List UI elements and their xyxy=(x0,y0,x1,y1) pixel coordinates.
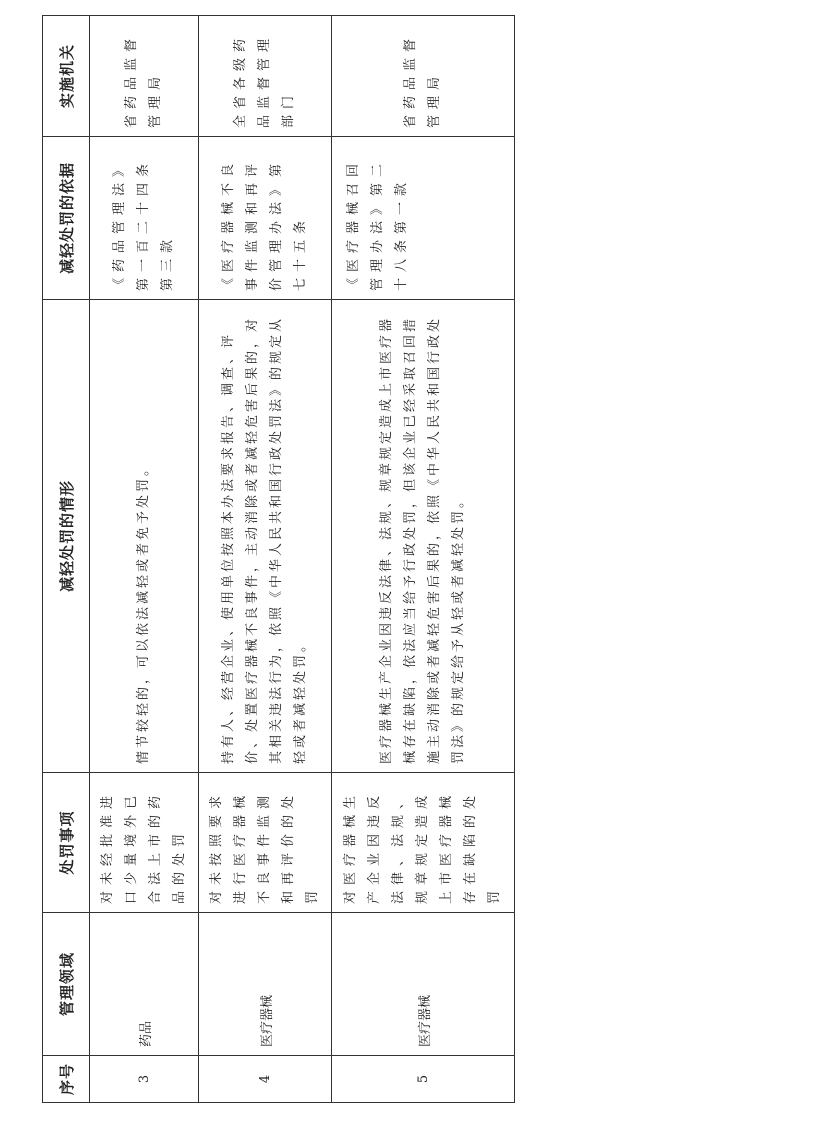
cell-situation-text: 持有人、经营企业、使用单位按照本办法要求报告、调查、评价、处置医疗器械不良事件，主动消除或者减轻危害后果的，对其相关违法行为，依照《中华人民共和国行政处罚法》的规定从轻或者减轻处罚。 xyxy=(221,315,308,764)
cell-situation xyxy=(332,300,515,773)
cell-agency xyxy=(90,16,199,137)
table-row xyxy=(90,16,199,1103)
table-row xyxy=(332,16,515,1103)
table-row xyxy=(199,16,332,1103)
penalty-reduction-table xyxy=(42,15,515,1103)
cell-basis-text: 《药品管理法》第一百二十四条第三款 xyxy=(112,157,175,291)
cell-item xyxy=(332,773,515,913)
cell-item-text: 对未按照要求进行医疗器械不良事件监测和再评价的处罚 xyxy=(209,789,320,904)
cell-agency-text: 省药品监督管理局 xyxy=(124,32,163,128)
cell-basis xyxy=(332,137,515,300)
table-header-row xyxy=(43,16,90,1103)
cell-agency-text: 省药品监督管理局 xyxy=(403,32,442,128)
cell-no: 4 xyxy=(199,1056,332,1103)
cell-no: 5 xyxy=(332,1056,515,1103)
cell-situation xyxy=(90,300,199,773)
cell-basis-text: 《医疗器械不良事件监测和再评价管理办法》第七十五条 xyxy=(221,157,308,291)
cell-basis-text: 《医疗器械召回管理办法》第二十八条第一款 xyxy=(346,157,409,291)
header-item: 处罚事项 xyxy=(43,773,90,913)
header-basis: 减轻处罚的依据 xyxy=(43,137,90,300)
rotated-table-page xyxy=(42,16,502,1103)
cell-basis xyxy=(199,137,332,300)
header-agency: 实施机关 xyxy=(43,16,90,137)
cell-item-text: 对医疗器械生产企业因违反法律、法规、规章规定造成上市医疗器械存在缺陷的处罚 xyxy=(343,789,502,904)
cell-situation-text: 情节较轻的，可以依法减轻或者免予处罚。 xyxy=(136,459,151,764)
cell-situation-text: 医疗器械生产企业因违反法律、法规、规章规定造成上市医疗器械存在缺陷，依法应当给予行政处罚，但该企业已经采取召回措施主动消除或者减轻危害后果的，依照《中华人民共和国行政处罚法》的规定给予从轻或者减轻处罚。 xyxy=(379,315,466,764)
cell-basis xyxy=(90,137,199,300)
cell-item xyxy=(90,773,199,913)
cell-agency xyxy=(332,16,515,137)
cell-domain: 药品 xyxy=(90,913,199,1056)
cell-agency-text: 全省各级药品监督管理部门 xyxy=(233,32,296,128)
cell-situation xyxy=(199,300,332,773)
header-no: 序号 xyxy=(43,1056,90,1103)
header-domain: 管理领域 xyxy=(43,913,90,1056)
header-situation: 减轻处罚的情形 xyxy=(43,300,90,773)
cell-item xyxy=(199,773,332,913)
cell-item-text: 对未经批准进口少量境外已合法上市的药品的处罚 xyxy=(100,789,187,904)
cell-domain: 医疗器械 xyxy=(199,913,332,1056)
cell-no: 3 xyxy=(90,1056,199,1103)
cell-domain: 医疗器械 xyxy=(332,913,515,1056)
cell-agency xyxy=(199,16,332,137)
